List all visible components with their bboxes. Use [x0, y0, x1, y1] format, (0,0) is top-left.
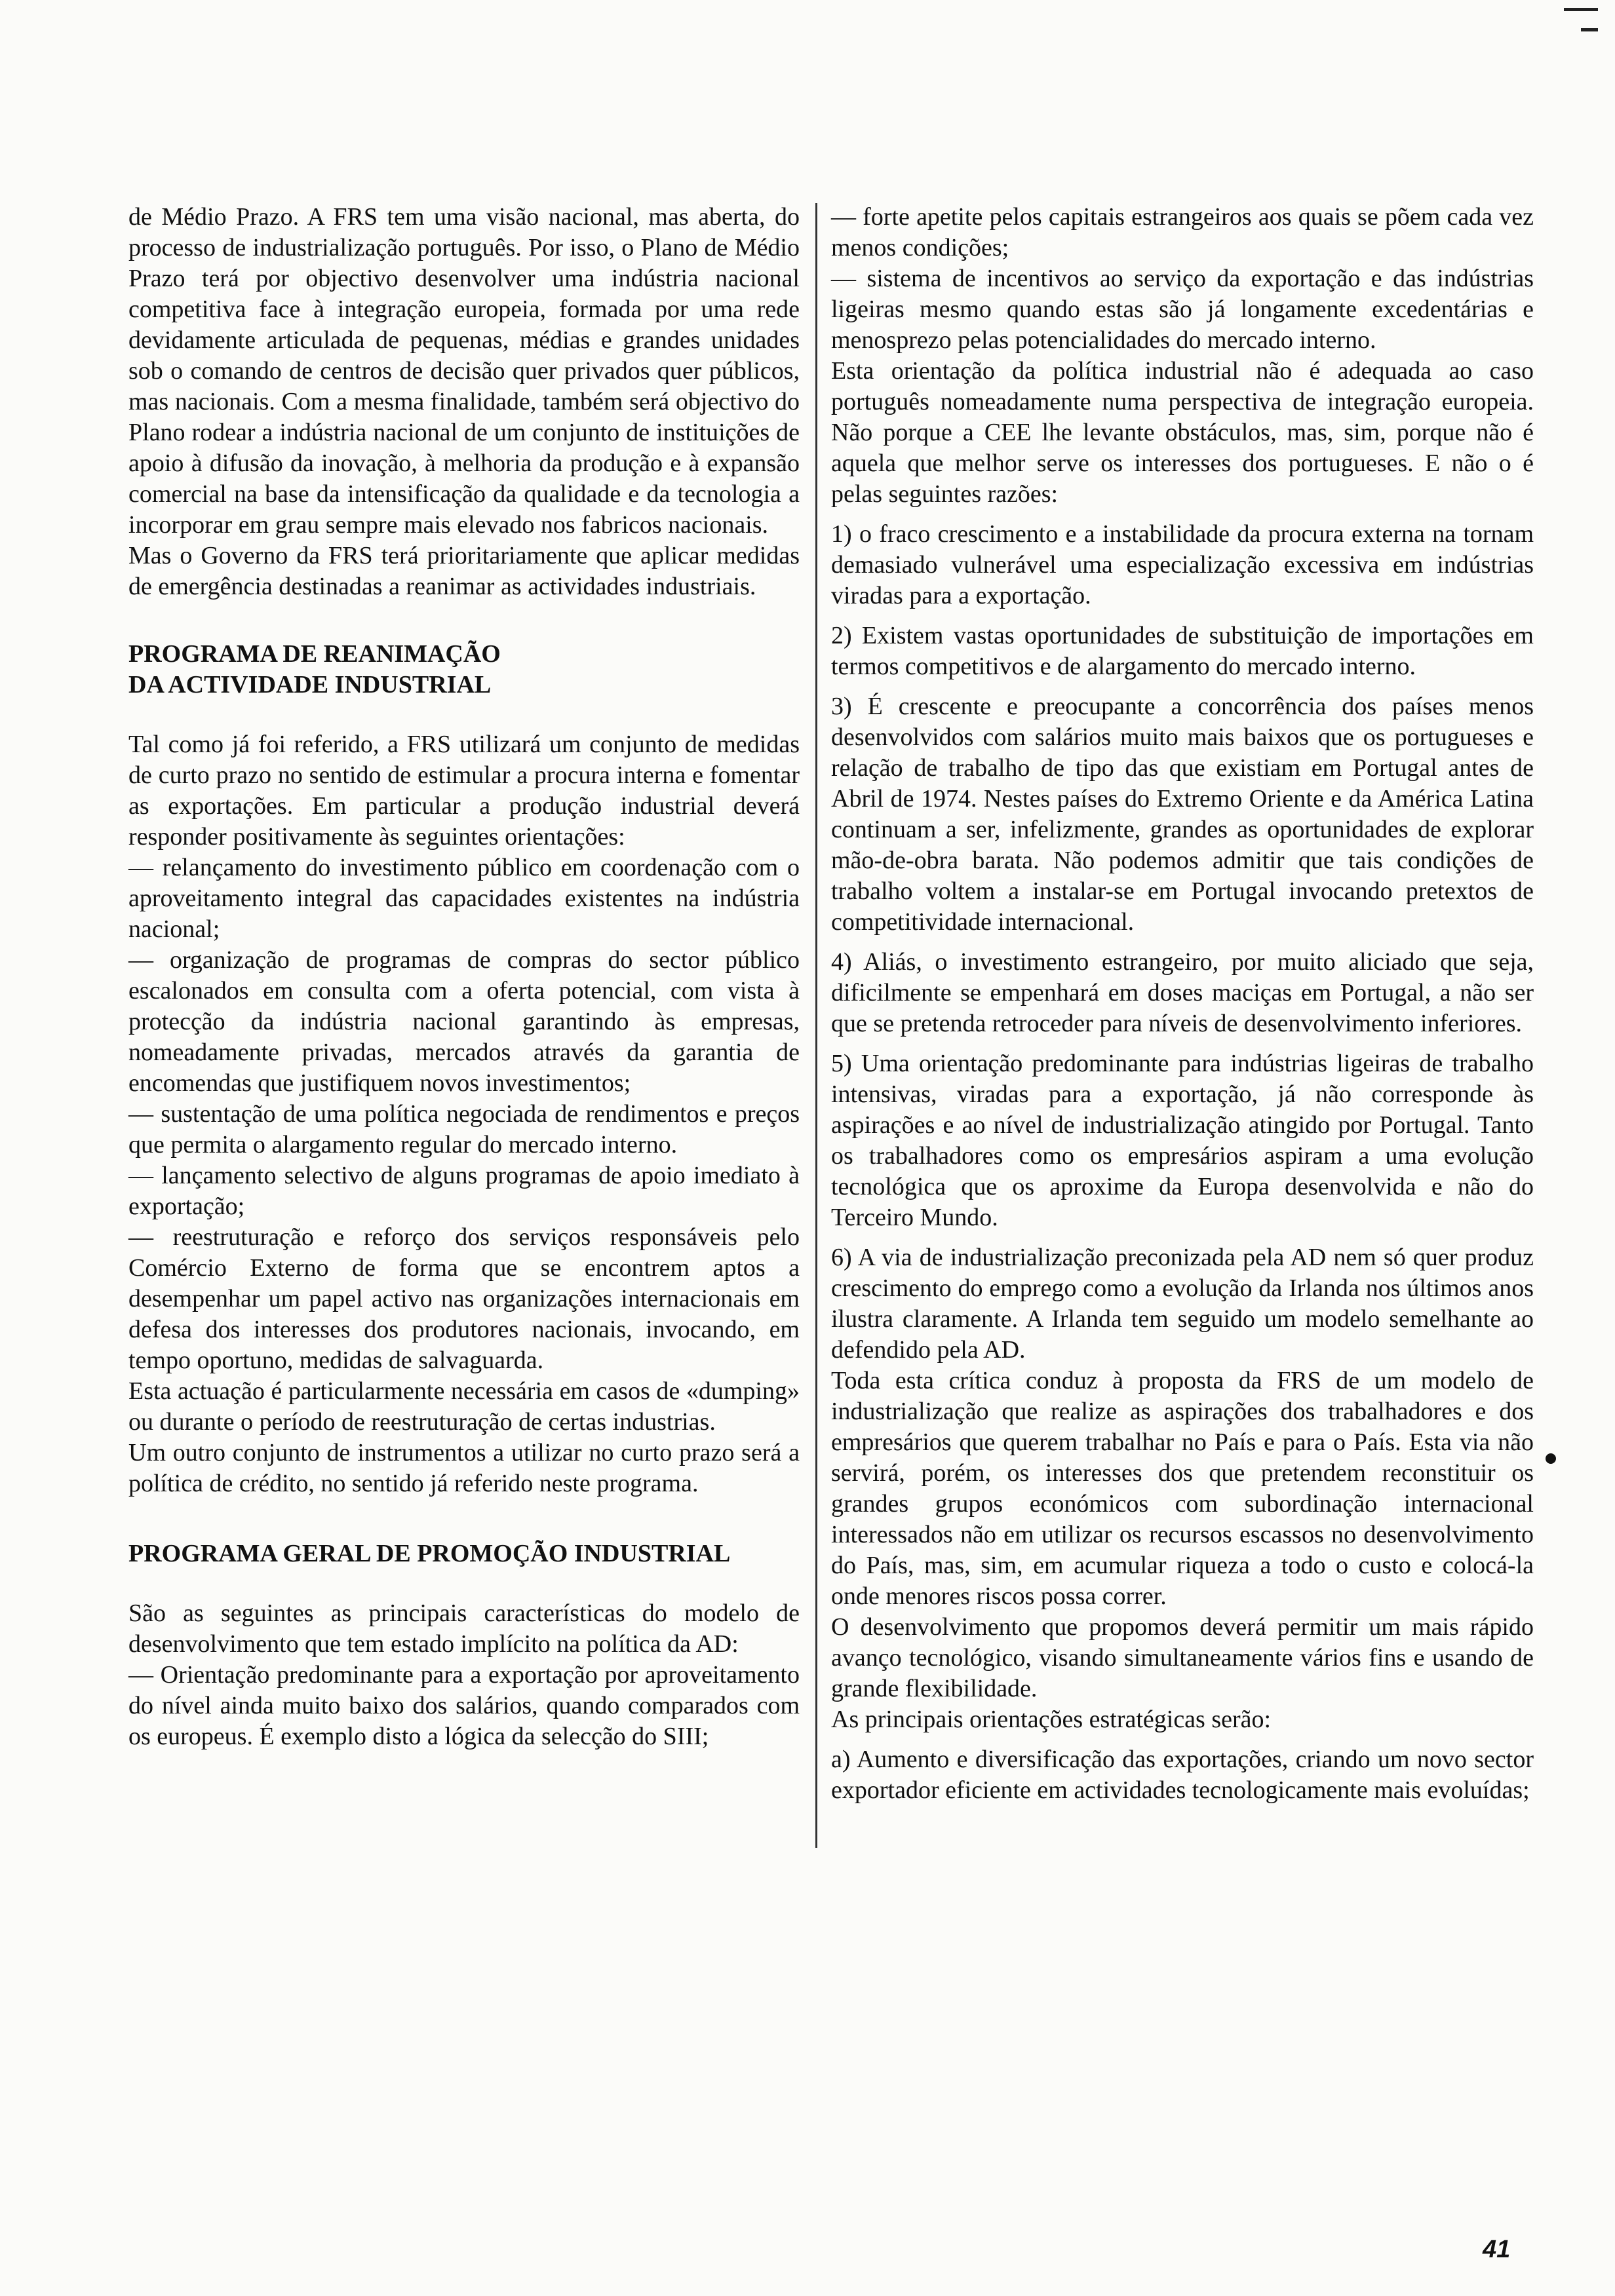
heading-line: DA ACTIVIDADE INDUSTRIAL [128, 671, 492, 698]
paragraph: Toda esta crítica conduz à proposta da FRS de um modelo de industrialização que realize as aspirações dos trabalhadores e dos empresários que querem trabalhar no País e para o País. Esta via não servirá, porém, os interesses dos que pretendem reconstituir os grandes grupos económicos com subordinação internacional interessados não em utilizar os recursos escassos no desenvolvimento do País, mas, sim, em acumular riqueza a todo o custo e colocá-la onde menores riscos possa correr. [831, 1367, 1534, 1610]
paragraph: Esta orientação da política industrial não é adequada ao caso português nomeadamente numa perspectiva de integração europeia. Não porque a CEE lhe levante obstáculos, mas, sim, porque não é aquela que melhor serve os interesses dos portugueses. E não o é pelas seguintes razões: [831, 357, 1534, 508]
numbered-item: 5) Uma orientação predominante para indústrias ligeiras de trabalho intensivas, viradas para a exportação, já não corresponde às aspirações e ao nível de industrialização atingido por Portugal. Tanto os trabalhadores como os empresários aspiram a uma evolução tecnológica que os aproxime da Europa desenvolvida e não do Terceiro Mundo. [831, 1050, 1534, 1231]
paragraph: São as seguintes as principais características do modelo de desenvolvimento que tem estado implícito na política da AD: [128, 1599, 800, 1658]
bullet-item: — lançamento selectivo de alguns programas de apoio imediato à exportação; [128, 1162, 800, 1220]
paragraph: Mas o Governo da FRS terá prioritariamente que aplicar medidas de emergência destinadas a reanimar as actividades industriais. [128, 542, 800, 600]
bullet-item: — reestruturação e reforço dos serviços responsáveis pelo Comércio Externo de forma que se encontrem aptos a desempenhar um papel activo nas organizações internacionais em defesa dos interesses dos produtores nacionais, invocando, em tempo oportuno, medidas de salvaguarda. [128, 1223, 800, 1374]
numbered-item: 6) A via de industrialização preconizada pela AD nem só quer produz crescimento do emprego como a evolução da Irlanda nos últimos anos ilustra claramente. A Irlanda tem seguido um modelo semelhante ao defendido pela AD. [831, 1244, 1534, 1364]
numbered-item: 2) Existem vastas oportunidades de substituição de importações em termos competitivos e de alargamento do mercado interno. [831, 622, 1534, 680]
lettered-item: a) Aumento e diversificação das exportações, criando um novo sector exportador eficiente em actividades tecnologicamente mais evoluídas; [831, 1746, 1534, 1804]
bullet-item: — sistema de incentivos ao serviço da exportação e das indústrias ligeiras mesmo quando estas são já longamente excedentárias e menosprezo pelas potencialidades do mercado interno. [831, 265, 1534, 354]
paragraph: Um outro conjunto de instrumentos a utilizar no curto prazo será a política de crédito, no sentido já referido neste programa. [128, 1439, 800, 1497]
left-column [128, 202, 800, 1752]
bullet-item: — organização de programas de compras do sector público escalonados em consulta com a oferta potencial, com vista à protecção da indústria nacional garantindo às empresas, nomeadamente privadas, mercados através da garantia de encomendas que justifiquem novos investimentos; [128, 946, 800, 1097]
section-heading-promocao: PROGRAMA GERAL DE PROMOÇÃO INDUSTRIAL [128, 1540, 731, 1567]
numbered-item: 1) o fraco crescimento e a instabilidade da procura externa na tornam demasiado vulnerável uma especialização excessiva em indústrias viradas para a exportação. [831, 520, 1534, 609]
heading-line: PROGRAMA DE REANIMAÇÃO [128, 640, 501, 668]
bullet-item: — relançamento do investimento público em coordenação com o aproveitamento integral das capacidades existentes na indústria nacional; [128, 854, 800, 943]
bullet-item: — sustentação de uma política negociada de rendimentos e preços que permita o alargamento regular do mercado interno. [128, 1100, 800, 1158]
paragraph: Tal como já foi referido, a FRS utilizará um conjunto de medidas de curto prazo no sentido de estimular a procura interna e fomentar as exportações. Em particular a produção industrial deverá responder positivamente às seguintes orientações: [128, 731, 800, 851]
column-divider [815, 203, 817, 1848]
paragraph: As principais orientações estratégicas serão: [831, 1706, 1272, 1733]
paragraph: de Médio Prazo. A FRS tem uma visão nacional, mas aberta, do processo de industrialização português. Por isso, o Plano de Médio Prazo terá por objectivo desenvolver uma indústria nacional competitiva face à integração europeia, formada por uma rede devidamente articulada de pequenas, médias e grandes unidades sob o comando de centros de decisão quer privados quer públicos, mas nacionais. Com a mesma finalidade, também será objectivo do Plano rodear a indústria nacional de um conjunto de instituições de apoio à difusão da inovação, à melhoria da produção e à expansão comercial na base da intensificação da qualidade e da tecnologia a incorporar em grau sempre mais elevado nos fabricos nacionais. [128, 203, 800, 539]
page-number: 41 [1483, 2236, 1511, 2263]
numbered-item: 4) Aliás, o investimento estrangeiro, por muito aliciado que seja, dificilmente se empenhará em doses maciças em Portugal, a não ser que se pretenda retroceder para níveis de desenvolvimento inferiores. [831, 948, 1534, 1037]
right-column [831, 202, 1534, 1806]
page-edge-mark [1564, 8, 1598, 48]
section-heading-reanimacao [128, 639, 800, 700]
margin-dot [1546, 1453, 1556, 1464]
bullet-item: — Orientação predominante para a exportação por aproveitamento do nível ainda muito baixo dos salários, quando comparados com os europeus. É exemplo disto a lógica da selecção do SIII; [128, 1661, 800, 1750]
paragraph: O desenvolvimento que propomos deverá permitir um mais rápido avanço tecnológico, visando simultaneamente vários fins e usando de grande flexibilidade. [831, 1613, 1534, 1702]
paragraph: Esta actuação é particularmente necessária em casos de «dumping» ou durante o período de reestruturação de certas industrias. [128, 1377, 800, 1436]
bullet-item: — forte apetite pelos capitais estrangeiros aos quais se põem cada vez menos condições; [831, 203, 1534, 261]
numbered-item: 3) É crescente e preocupante a concorrência dos países menos desenvolvidos com salários muito mais baixos que os portugueses e relação de trabalho de tipo das que existiam em Portugal antes de Abril de 1974. Nestes países do Extremo Oriente e da América Latina continuam a ser, infelizmente, grandes as oportunidades de explorar mão-de-obra barata. Não podemos admitir que tais condições de trabalho voltem a instalar-se em Portugal invocando pretextos de competitividade internacional. [831, 693, 1534, 936]
